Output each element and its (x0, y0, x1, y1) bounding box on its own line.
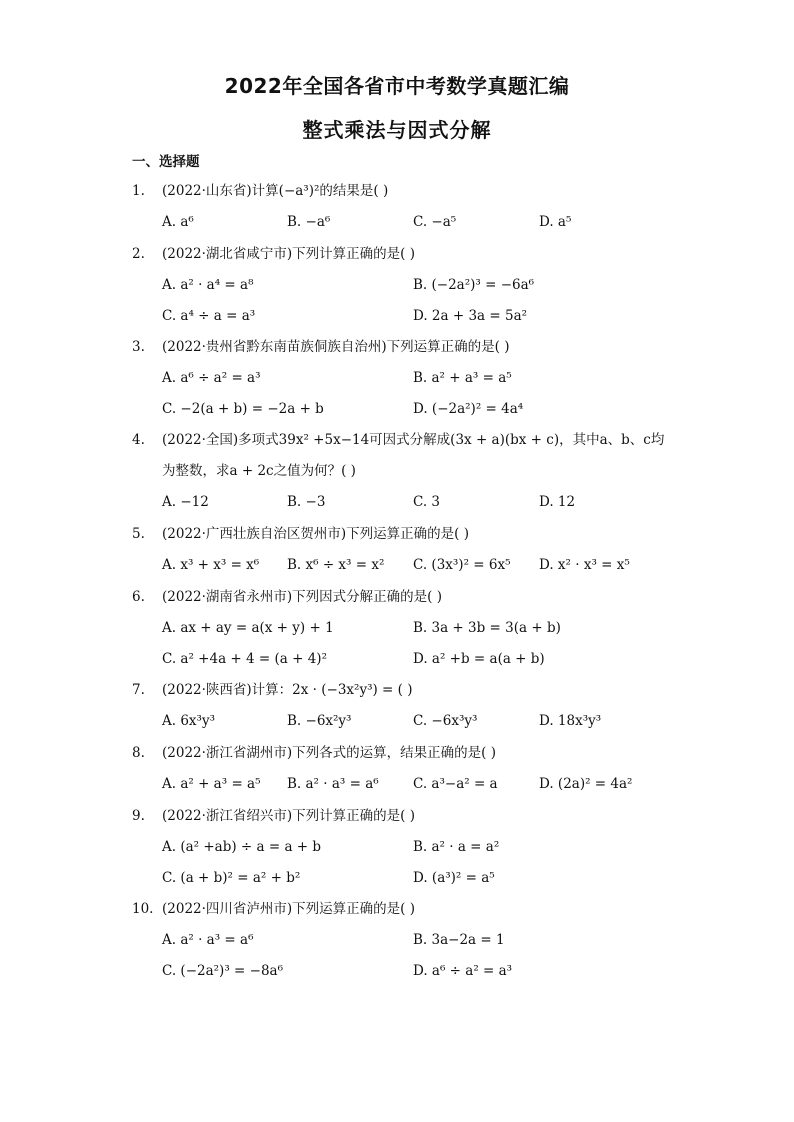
option-a[interactable]: A. ax + ay = a(x + y) + 1 (162, 620, 334, 636)
question-3 (132, 337, 692, 357)
option-c[interactable]: C. a² +4a + 4 = (a + 4)² (162, 651, 327, 667)
option-d[interactable]: D. 12 (539, 494, 576, 510)
question-8 (132, 743, 692, 763)
page-title: 2022年全国各省市中考数学真题汇编 (224, 74, 570, 98)
option-d[interactable]: D. a⁵ (539, 214, 572, 230)
option-c[interactable]: C. (3x³)² = 6x⁵ (413, 557, 511, 573)
option-b[interactable]: B. −3 (287, 494, 326, 510)
option-b[interactable]: B. x⁶ ÷ x³ = x² (287, 557, 385, 573)
question-stem: (2022·湖北省咸宁市)下列计算正确的是( ) (162, 246, 416, 262)
question-number: 6. (132, 589, 145, 605)
question-10 (132, 899, 692, 919)
option-b[interactable]: B. (−2a²)³ = −6a⁶ (413, 277, 535, 293)
question-number: 1. (132, 183, 145, 199)
section-heading: 一、选择题 (132, 154, 200, 170)
option-c[interactable]: C. 3 (413, 494, 441, 510)
question-number: 2. (132, 246, 145, 262)
option-a[interactable]: A. x³ + x³ = x⁶ (162, 557, 260, 573)
option-d[interactable]: D. 18x³y³ (539, 713, 602, 729)
option-d[interactable]: D. a⁶ ÷ a² = a³ (413, 963, 513, 979)
option-b[interactable]: B. 3a−2a = 1 (413, 932, 505, 948)
option-d[interactable]: D. (2a)² = 4a² (539, 776, 633, 792)
question-number: 10. (132, 901, 154, 917)
option-c[interactable]: C. a⁴ ÷ a = a³ (162, 308, 256, 324)
option-b[interactable]: B. −a⁶ (287, 214, 331, 230)
question-stem: (2022·广西壮族自治区贺州市)下列运算正确的是( ) (162, 526, 470, 542)
option-c[interactable]: C. −2(a + b) = −2a + b (162, 401, 324, 417)
option-a[interactable]: A. a⁶ (162, 214, 194, 230)
question-2 (132, 244, 692, 264)
page-subtitle: 整式乘法与因式分解 (302, 118, 492, 142)
option-a[interactable]: A. 6x³y³ (162, 713, 215, 729)
option-b[interactable]: B. a² · a³ = a⁶ (287, 776, 379, 792)
question-stem: (2022·贵州省黔东南苗族侗族自治州)下列运算正确的是( ) (162, 339, 510, 355)
question-number: 8. (132, 745, 145, 761)
option-b[interactable]: B. 3a + 3b = 3(a + b) (413, 620, 561, 636)
question-7 (132, 680, 692, 700)
option-d[interactable]: D. 2a + 3a = 5a² (413, 308, 528, 324)
question-6 (132, 587, 692, 607)
option-a[interactable]: A. (a² +ab) ÷ a = a + b (162, 839, 322, 855)
question-number: 7. (132, 682, 145, 698)
question-stem: (2022·浙江省湖州市)下列各式的运算，结果正确的是( ) (162, 745, 497, 761)
option-b[interactable]: B. a² + a³ = a⁵ (413, 370, 512, 386)
question-9 (132, 806, 692, 826)
option-b[interactable]: B. a² · a = a² (413, 839, 500, 855)
question-4 (132, 430, 692, 450)
option-a[interactable]: A. a⁶ ÷ a² = a³ (162, 370, 261, 386)
option-c[interactable]: C. −6x³y³ (413, 713, 478, 729)
question-number: 9. (132, 808, 145, 824)
option-d[interactable]: D. (−2a²)² = 4a⁴ (413, 401, 524, 417)
option-c[interactable]: C. a³−a² = a (413, 776, 498, 792)
question-stem: (2022·浙江省绍兴市)下列计算正确的是( ) (162, 808, 416, 824)
option-d[interactable]: D. a² +b = a(a + b) (413, 651, 545, 667)
question-stem: (2022·山东省)计算(−a³)²的结果是( ) (162, 183, 389, 199)
question-5 (132, 524, 692, 544)
option-d[interactable]: D. (a³)² = a⁵ (413, 870, 495, 886)
question-stem: (2022·陕西省)计算：2x · (−3x²y³) = ( ) (162, 682, 413, 698)
question-stem: (2022·湖南省永州市)下列因式分解正确的是( ) (162, 589, 443, 605)
option-c[interactable]: C. (a + b)² = a² + b² (162, 870, 301, 886)
question-stem: (2022·全国)多项式39x² +5x−14可因式分解成(3x + a)(bx + c)，其中a、b、c均 (162, 432, 665, 448)
option-a[interactable]: A. a² · a⁴ = a⁸ (162, 277, 254, 293)
option-b[interactable]: B. −6x²y³ (287, 713, 352, 729)
option-c[interactable]: C. −a⁵ (413, 214, 457, 230)
option-a[interactable]: A. a² + a³ = a⁵ (162, 776, 261, 792)
question-4-continued: 为整数，求a + 2c之值为何？( ) (162, 463, 356, 479)
question-number: 3. (132, 339, 145, 355)
question-number: 5. (132, 526, 145, 542)
question-1 (132, 181, 692, 201)
option-a[interactable]: A. a² · a³ = a⁶ (162, 932, 254, 948)
option-c[interactable]: C. (−2a²)³ = −8a⁶ (162, 963, 283, 979)
option-a[interactable]: A. −12 (162, 494, 209, 510)
question-number: 4. (132, 432, 145, 448)
question-stem: (2022·四川省泸州市)下列运算正确的是( ) (162, 901, 416, 917)
option-d[interactable]: D. x² · x³ = x⁵ (539, 557, 630, 573)
